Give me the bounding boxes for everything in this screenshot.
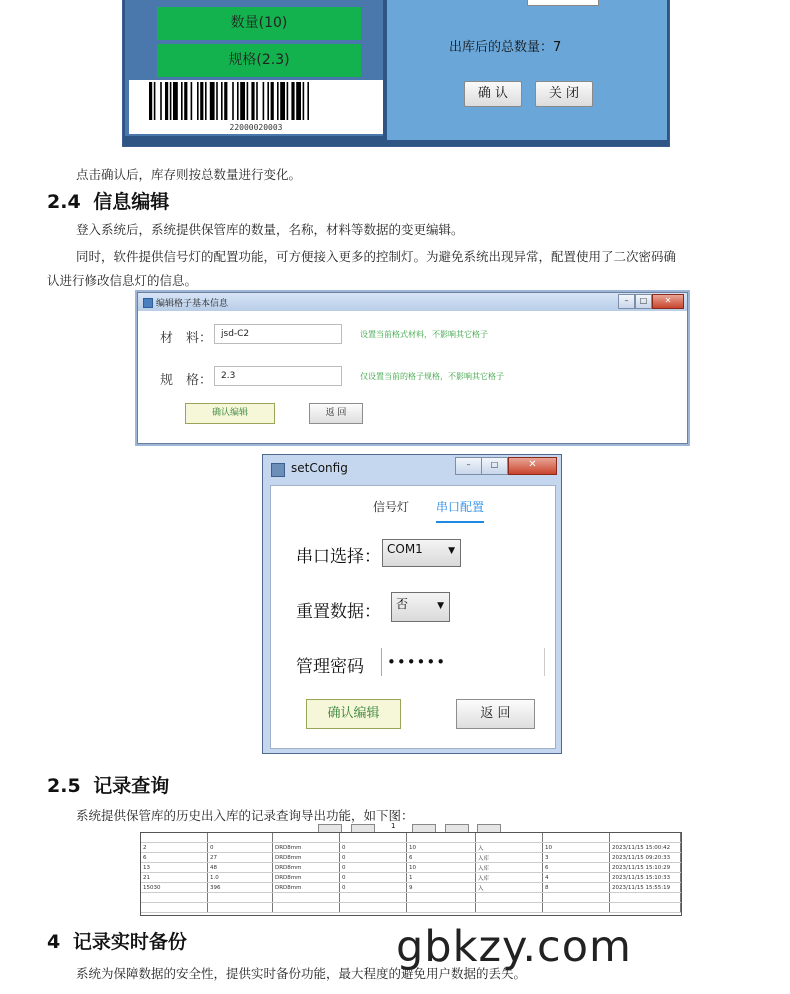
material-label: 材 料： [160,331,213,346]
barcode-bar [160,82,162,120]
table-cell [340,903,407,913]
table-cell: DRD8mm [273,883,340,893]
section-number: 2.5 [47,775,81,797]
table-row[interactable] [141,863,681,873]
table-cell: 2 [141,843,208,853]
table-row[interactable] [141,883,681,893]
barcode-bar [170,82,172,120]
barcode-bar [237,82,239,120]
table-cell: 48 [208,863,273,873]
section-number: 4 [47,931,61,953]
page-number: 1 [391,822,396,830]
table-cell [610,893,681,903]
table-cell: 8 [543,883,610,893]
table-cell: 2023/11/15 09:20:33 [610,853,681,863]
table-cell: 0 [340,843,407,853]
table-cell [340,893,407,903]
barcode-bar [232,82,234,120]
back-button[interactable]: 返 回 [309,403,363,424]
barcode-bar [216,82,218,120]
barcode-number: 22000020003 [229,123,283,132]
barcode-bar [247,82,249,120]
barcode-bar [277,82,279,120]
barcode-bar [221,82,223,120]
section-title: 记录查询 [93,775,170,797]
barcode-bar [280,82,285,120]
confirm-edit-button[interactable]: 确认编辑 [185,403,275,424]
total-after-outbound: 出库后的总数量：7 [449,40,562,55]
paragraph-edit-intro: 登入系统后，系统提供保管库的数量，名称，材料等数据的变更编辑。 [76,222,464,237]
barcode-bar [296,82,301,120]
edit-cell-window [137,292,688,444]
barcode-bar [200,82,203,120]
config-panel [270,485,556,749]
table-row-empty [141,893,681,903]
table-cell: 6 [543,863,610,873]
table-cell: 2023/11/15 15:00:42 [610,843,681,853]
table-cell: DRD8mm [273,863,340,873]
close-button[interactable]: 关 闭 [535,81,593,107]
maximize-icon[interactable]: □ [481,457,508,475]
table-cell: 4 [543,873,610,883]
table-cell: 入 [476,843,543,853]
table-header-row [141,833,681,843]
barcode-bar [240,82,245,120]
paragraph-confirm-note: 点击确认后，库存则按总数量进行变化。 [76,167,302,182]
table-cell: 1 [407,873,476,883]
table-cell: 入库 [476,853,543,863]
table-cell: 10 [407,863,476,873]
spec-input[interactable]: 2.3 [214,366,342,386]
reset-data-select[interactable] [391,592,450,622]
table-row[interactable] [141,873,681,883]
table-cell: 入库 [476,863,543,873]
count-input[interactable] [527,0,599,6]
table-cell [141,903,208,913]
paragraph-light-config-2: 认进行修改信息灯的信息。 [47,273,198,288]
window-title: 编辑格子基本信息 [156,299,229,309]
close-icon[interactable]: ✕ [652,294,684,309]
table-cell [208,903,273,913]
table-cell [543,893,610,903]
table-cell: 1.0 [208,873,273,883]
barcode-bar [224,82,227,120]
records-grid [141,833,681,913]
barcode-bar [154,82,156,120]
barcode-bar [263,82,265,120]
barcode-bars [129,80,383,124]
table-cell: 0 [340,883,407,893]
watermark-text: gbkzy.com [396,922,632,972]
table-cell [273,893,340,903]
spec-label: 规 格： [160,373,213,388]
table-cell: 10 [407,843,476,853]
table-cell: 15030 [141,883,208,893]
serial-select-label: 串口选择： [296,547,381,567]
admin-password-label: 管理密码 [296,657,364,677]
table-cell: 6 [141,853,208,863]
table-row[interactable] [141,843,681,853]
table-cell: 0 [340,863,407,873]
material-hint: 设置当前格式材料，不影响其它格子 [360,330,488,339]
barcode-bar [173,82,178,120]
table-cell: 0 [340,873,407,883]
table-cell [476,903,543,913]
paragraph-record-query: 系统提供保管库的历史出入库的记录查询导出功能，如下图： [76,808,414,823]
back-button[interactable]: 返 回 [456,699,535,729]
title-bar [138,293,687,311]
window-icon [271,463,285,477]
table-cell: 21 [141,873,208,883]
section-heading-2-5 [47,771,169,798]
table-cell [476,893,543,903]
barcode-bar [191,82,193,120]
table-cell: DRD8mm [273,843,340,853]
window-icon [143,298,153,308]
tab-serial-config[interactable]: 串口配置 [436,498,484,523]
table-cell [407,893,476,903]
table-cell [543,903,610,913]
section-title: 信息编辑 [93,191,170,213]
window-title: setConfig [291,461,348,475]
barcode-bar [271,82,274,120]
table-cell: 入 [476,883,543,893]
minimize-icon[interactable]: – [618,294,635,309]
barcode-bar [197,82,199,120]
admin-password-field[interactable] [381,648,545,676]
barcode-bar [256,82,258,120]
reset-data-value: 否 [396,597,409,611]
barcode-bar [291,82,294,120]
outbound-dialog [122,0,670,147]
table-cell: 10 [543,843,610,853]
barcode-bar [267,82,269,120]
table-cell: 0 [208,843,273,853]
chevron-down-icon: ▼ [448,546,455,556]
paragraph-light-config-1: 同时，软件提供信号灯的配置功能，可方便接入更多的控制灯。为避免系统出现异常，配置使用了二次密码确 [76,249,677,264]
password-dots: •••••• [387,653,447,671]
barcode-bar [303,82,305,120]
table-cell: 13 [141,863,208,873]
table-cell: 入库 [476,873,543,883]
table-cell [273,903,340,913]
barcode [129,80,383,134]
table-cell: 9 [407,883,476,893]
label-preview-panel [125,0,383,136]
table-cell: 0 [340,853,407,863]
table-cell: 6 [407,853,476,863]
spec-hint: 仅设置当前的格子规格，不影响其它格子 [360,372,504,381]
confirm-edit-button[interactable]: 确认编辑 [306,699,401,729]
barcode-bar [165,82,168,120]
barcode-bar [149,82,152,120]
table-cell: 27 [208,853,273,863]
table-cell: 396 [208,883,273,893]
minimize-icon[interactable]: – [455,457,482,475]
barcode-bar [287,82,289,120]
serial-port-select[interactable] [382,539,461,567]
paragraph-backup: 系统为保障数据的安全性，提供实时备份功能，最大程度的避免用户数据的丢失。 [76,966,527,981]
table-cell [141,893,208,903]
table-cell: 2023/11/15 15:10:29 [610,863,681,873]
section-heading-4 [47,927,187,954]
quantity-button[interactable]: 数量(10) [157,7,361,40]
tab-signal-light[interactable]: 信号灯 [373,500,410,514]
table-cell [407,903,476,913]
table-cell [208,893,273,903]
table-cell: DRD8mm [273,853,340,863]
spec-button[interactable]: 规格(2.3) [157,44,361,77]
barcode-bar [205,82,207,120]
barcode-bar [307,82,309,120]
material-input[interactable]: jsd-C2 [214,324,342,344]
section-heading-2-4 [47,187,169,214]
table-cell: 3 [543,853,610,863]
section-title: 记录实时备份 [72,931,187,953]
reset-data-label: 重置数据： [296,602,381,622]
set-config-window [262,454,562,754]
maximize-icon[interactable]: □ [635,294,652,309]
table-cell [610,903,681,913]
barcode-bar [184,82,187,120]
table-row[interactable] [141,853,681,863]
table-cell: 2023/11/15 15:55:19 [610,883,681,893]
table-row-empty [141,903,681,913]
section-number: 2.4 [47,191,81,213]
barcode-bar [181,82,183,120]
table-cell: DRD8mm [273,873,340,883]
chevron-down-icon: ▼ [437,601,444,611]
barcode-bar [251,82,254,120]
serial-port-value: COM1 [387,542,423,556]
table-cell: 2023/11/15 15:10:33 [610,873,681,883]
barcode-bar [210,82,215,120]
records-table [140,832,682,916]
confirm-button[interactable]: 确 认 [464,81,522,107]
outbound-summary-panel [387,0,667,140]
close-icon[interactable]: ✕ [508,457,557,475]
